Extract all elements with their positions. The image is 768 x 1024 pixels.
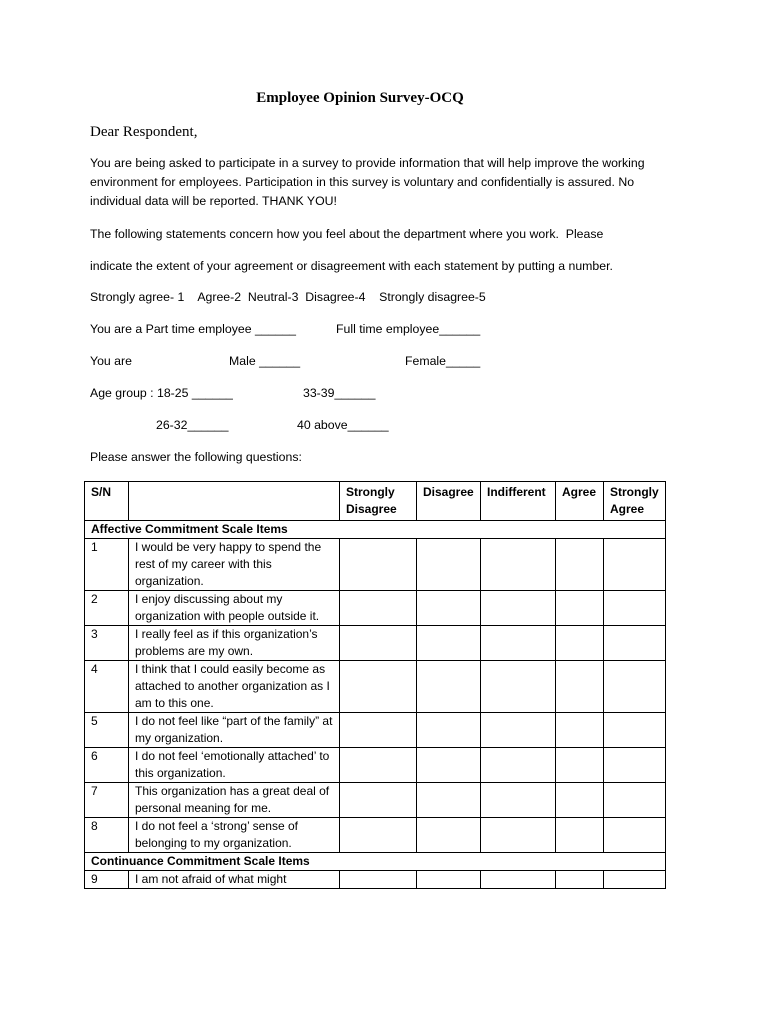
rating-cell-agree[interactable] (556, 713, 604, 748)
rating-cell-disagree[interactable] (417, 591, 481, 626)
rating-cell-strongly-agree[interactable] (604, 871, 666, 889)
rating-cell-indifferent[interactable] (481, 783, 556, 818)
header-statement (129, 482, 340, 521)
table-row (85, 591, 666, 626)
female-field: Female_____ (405, 354, 481, 368)
survey-table (84, 481, 666, 889)
rating-cell-indifferent[interactable] (481, 539, 556, 591)
item-statement: I do not feel like “part of the family” at my organization. (129, 713, 340, 748)
header-sn: S/N (85, 482, 129, 521)
table-header-row (85, 482, 666, 521)
rating-cell-disagree[interactable] (417, 871, 481, 889)
section-row (85, 521, 666, 539)
rating-cell-strongly-agree[interactable] (604, 626, 666, 661)
intro-line: You are being asked to participate in a survey to provide information that will help improve the working (90, 156, 645, 170)
instruction-line-1: The following statements concern how you feel about the department where you work. Please (90, 227, 604, 241)
rating-scale: Strongly agree- 1 Agree-2 Neutral-3 Disagree-4 Strongly disagree-5 (90, 290, 486, 304)
item-number: 6 (85, 748, 129, 783)
answer-prompt: Please answer the following questions: (90, 450, 302, 464)
table-row (85, 871, 666, 889)
rating-cell-agree[interactable] (556, 539, 604, 591)
rating-cell-strongly-disagree[interactable] (340, 783, 417, 818)
rating-cell-strongly-agree[interactable] (604, 748, 666, 783)
rating-cell-strongly-agree[interactable] (604, 783, 666, 818)
intro-line: individual data will be reported. THANK YOU! (90, 194, 337, 208)
instruction-line-2: indicate the extent of your agreement or disagreement with each statement by putting a number. (90, 259, 613, 273)
item-statement: I do not feel a ‘strong’ sense of belonging to my organization. (129, 818, 340, 853)
table-row (85, 661, 666, 713)
item-statement: This organization has a great deal of personal meaning for me. (129, 783, 340, 818)
item-statement: I really feel as if this organization’s problems are my own. (129, 626, 340, 661)
rating-cell-agree[interactable] (556, 591, 604, 626)
rating-cell-agree[interactable] (556, 661, 604, 713)
rating-cell-disagree[interactable] (417, 818, 481, 853)
item-statement: I would be very happy to spend the rest of my career with this organization. (129, 539, 340, 591)
item-number: 9 (85, 871, 129, 889)
rating-cell-indifferent[interactable] (481, 871, 556, 889)
rating-cell-indifferent[interactable] (481, 661, 556, 713)
gender-label: You are (90, 354, 132, 368)
rating-cell-disagree[interactable] (417, 748, 481, 783)
page-title: Employee Opinion Survey-OCQ (256, 90, 464, 106)
item-statement: I think that I could easily become as attached to another organization as I am to this one. (129, 661, 340, 713)
salutation: Dear Respondent, (90, 124, 198, 140)
rating-cell-indifferent[interactable] (481, 748, 556, 783)
rating-cell-strongly-agree[interactable] (604, 539, 666, 591)
rating-cell-strongly-disagree[interactable] (340, 591, 417, 626)
rating-cell-strongly-disagree[interactable] (340, 713, 417, 748)
item-number: 8 (85, 818, 129, 853)
age-18-25-field: Age group : 18-25 ______ (90, 386, 233, 400)
rating-cell-strongly-disagree[interactable] (340, 626, 417, 661)
table-row (85, 626, 666, 661)
rating-cell-agree[interactable] (556, 748, 604, 783)
rating-cell-strongly-disagree[interactable] (340, 748, 417, 783)
rating-cell-strongly-agree[interactable] (604, 713, 666, 748)
age-40-above-field: 40 above______ (297, 418, 389, 432)
rating-cell-disagree[interactable] (417, 713, 481, 748)
item-number: 3 (85, 626, 129, 661)
rating-cell-indifferent[interactable] (481, 818, 556, 853)
rating-cell-strongly-agree[interactable] (604, 661, 666, 713)
rating-cell-strongly-agree[interactable] (604, 818, 666, 853)
item-number: 7 (85, 783, 129, 818)
header-strongly-agree: Strongly Agree (604, 482, 666, 521)
rating-cell-agree[interactable] (556, 871, 604, 889)
item-number: 4 (85, 661, 129, 713)
rating-cell-strongly-disagree[interactable] (340, 661, 417, 713)
rating-cell-disagree[interactable] (417, 783, 481, 818)
rating-cell-strongly-disagree[interactable] (340, 871, 417, 889)
item-statement: I am not afraid of what might (129, 871, 340, 889)
header-disagree: Disagree (417, 482, 481, 521)
age-33-39-field: 33-39______ (303, 386, 376, 400)
rating-cell-strongly-disagree[interactable] (340, 818, 417, 853)
table-row (85, 748, 666, 783)
rating-cell-disagree[interactable] (417, 626, 481, 661)
table-row (85, 713, 666, 748)
full-time-field: Full time employee______ (336, 322, 481, 336)
rating-cell-disagree[interactable] (417, 661, 481, 713)
item-number: 5 (85, 713, 129, 748)
item-statement: I do not feel ‘emotionally attached’ to this organization. (129, 748, 340, 783)
rating-cell-agree[interactable] (556, 818, 604, 853)
header-agree: Agree (556, 482, 604, 521)
item-number: 1 (85, 539, 129, 591)
rating-cell-disagree[interactable] (417, 539, 481, 591)
section-title: Affective Commitment Scale Items (85, 521, 666, 539)
rating-cell-strongly-agree[interactable] (604, 591, 666, 626)
intro-paragraph (90, 154, 690, 211)
part-time-field: You are a Part time employee ______ (90, 322, 296, 336)
item-number: 2 (85, 591, 129, 626)
header-strongly-disagree: Strongly Disagree (340, 482, 417, 521)
table-row (85, 539, 666, 591)
section-title: Continuance Commitment Scale Items (85, 853, 666, 871)
age-26-32-field: 26-32______ (156, 418, 229, 432)
table-row (85, 818, 666, 853)
intro-line: environment for employees. Participation in this survey is voluntary and confidentially is assured. No (90, 175, 635, 189)
rating-cell-agree[interactable] (556, 626, 604, 661)
item-statement: I enjoy discussing about my organization with people outside it. (129, 591, 340, 626)
male-field: Male ______ (229, 354, 301, 368)
rating-cell-agree[interactable] (556, 783, 604, 818)
header-indifferent: Indifferent (481, 482, 556, 521)
section-row (85, 853, 666, 871)
rating-cell-indifferent[interactable] (481, 626, 556, 661)
rating-cell-indifferent[interactable] (481, 591, 556, 626)
rating-cell-strongly-disagree[interactable] (340, 539, 417, 591)
rating-cell-indifferent[interactable] (481, 713, 556, 748)
table-row (85, 783, 666, 818)
